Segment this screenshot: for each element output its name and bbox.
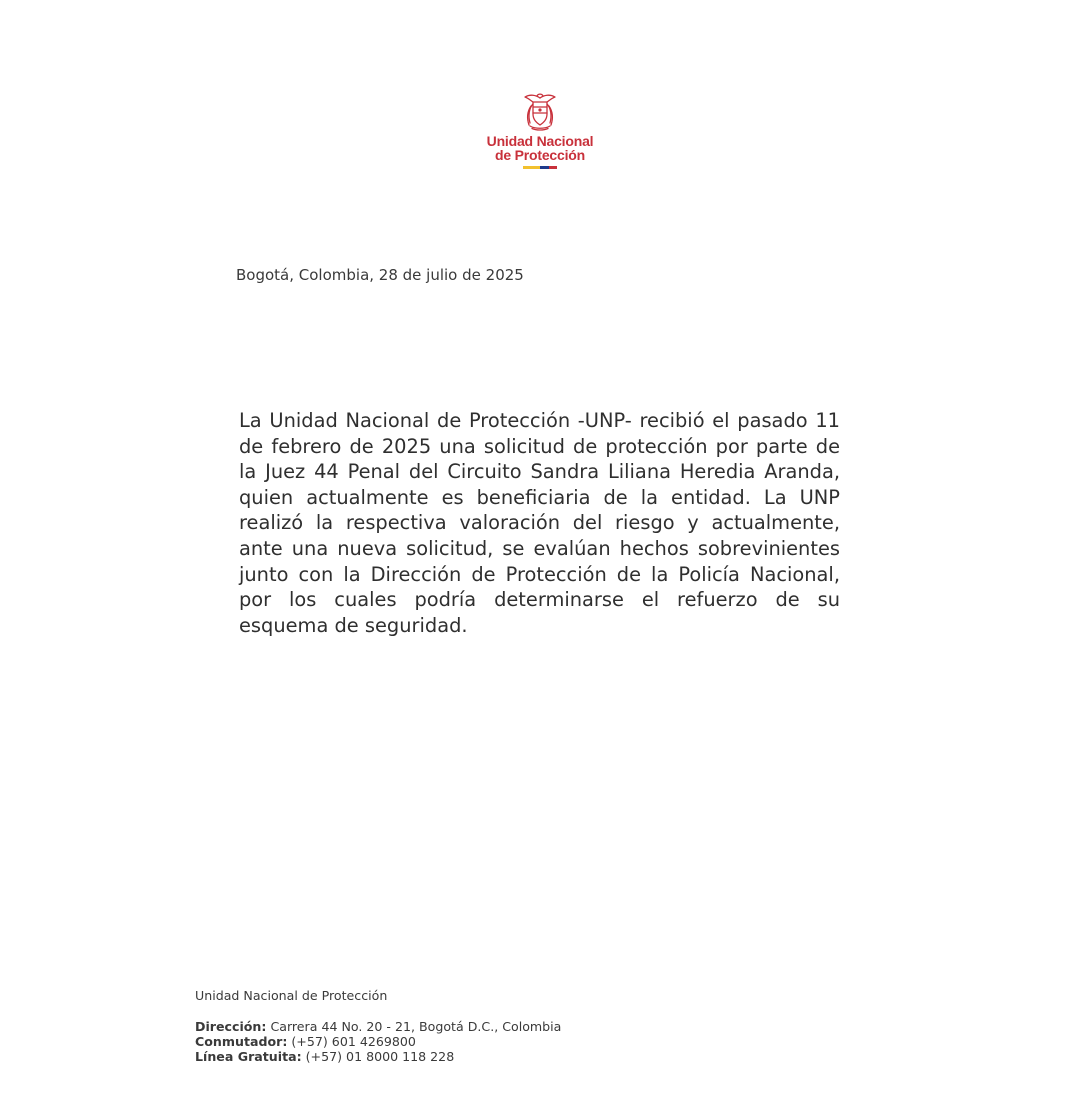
footer-tollfree-value: (+57) 01 8000 118 228 [301,1049,455,1064]
flag-stripe [523,166,557,169]
letter-date: Bogotá, Colombia, 28 de julio de 2025 [236,266,524,284]
unp-logo [470,92,610,169]
flag-blue [540,166,549,169]
footer-address-value: Carrera 44 No. 20 - 21, Bogotá D.C., Colombia [266,1019,562,1034]
coat-of-arms-icon [521,92,559,132]
brand-name-line2: de Protección [495,147,585,163]
footer-tollfree [195,1049,561,1064]
footer-switchboard [195,1034,561,1049]
footer-address [195,1019,561,1034]
brand-name-line1: Unidad Nacional [486,133,594,149]
letter-body: La Unidad Nacional de Protección -UNP- recibió el pasado 11 de febrero de 2025 una solicitud de protección por parte de la Juez 44 Penal del Circuito Sandra Liliana Heredia Aranda, quien actualmente es beneficiaria de la entidad. La UNP realizó la respectiva valoración del riesgo y actualmente, ante una nueva solicitud, se evalúan hechos sobrevinientes junto con la Dirección de Protección de la Policía Nacional, por los cuales podría determinarse el refuerzo de su esquema de seguridad. [239,409,840,637]
footer-tollfree-label: Línea Gratuita: [195,1049,302,1064]
flag-red [549,166,557,169]
footer [195,988,561,1064]
flag-yellow [523,166,540,169]
footer-switchboard-value: (+57) 601 4269800 [287,1034,416,1049]
footer-switchboard-label: Conmutador: [195,1034,288,1049]
footer-address-label: Dirección: [195,1019,267,1034]
footer-org-name: Unidad Nacional de Protección [195,988,388,1003]
